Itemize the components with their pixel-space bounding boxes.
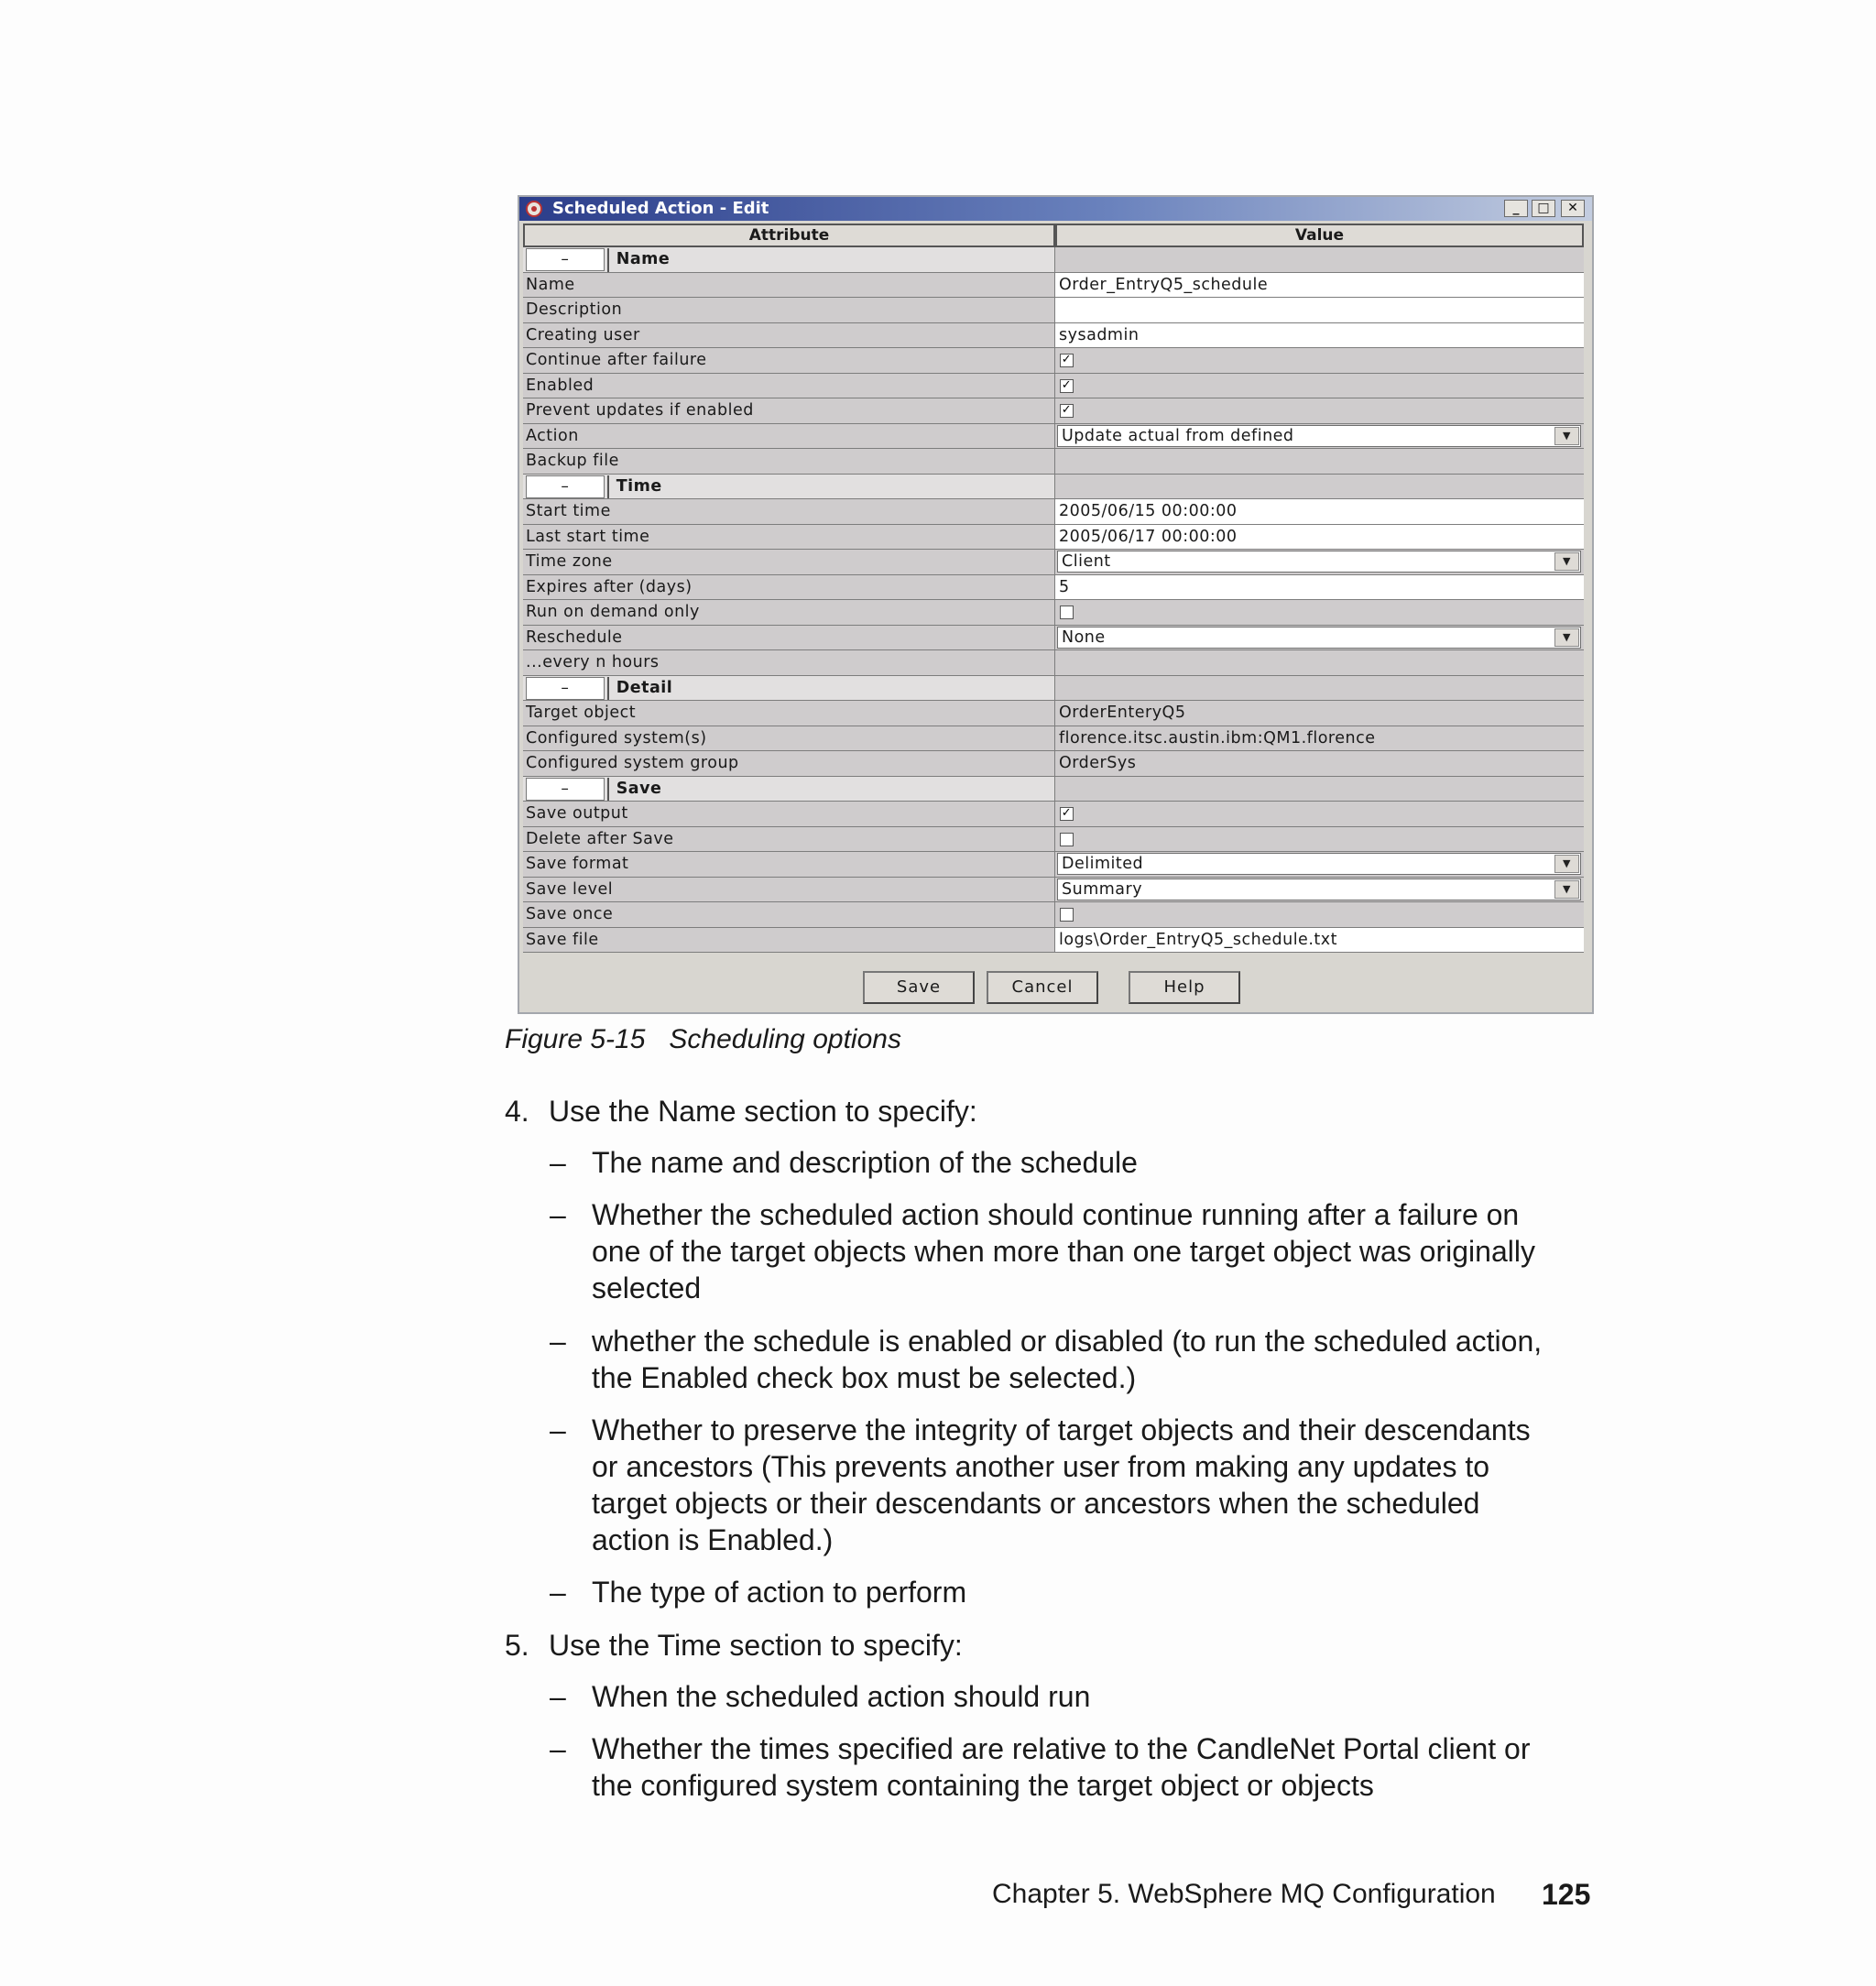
attribute-table bbox=[523, 224, 1584, 953]
bullet-text bbox=[592, 1412, 1627, 1558]
bullet-text bbox=[592, 1144, 1627, 1181]
table-row bbox=[523, 575, 1584, 601]
table-row bbox=[523, 499, 1584, 525]
bullet-line: target objects or their descendants or ancestors when the scheduled bbox=[592, 1487, 1480, 1520]
bullet-line: selected bbox=[592, 1271, 702, 1304]
close-button[interactable]: ✕ bbox=[1561, 200, 1585, 217]
step-number: 4. bbox=[505, 1095, 529, 1128]
bullet-dash: – bbox=[550, 1198, 566, 1231]
section-save bbox=[523, 777, 1584, 802]
bullet-line: When the scheduled action should run bbox=[592, 1680, 1091, 1713]
collapse-time-button[interactable]: – bbox=[526, 475, 605, 498]
expires-after-field[interactable]: 5 bbox=[1055, 575, 1584, 600]
dropdown-value: Update actual from defined bbox=[1062, 426, 1294, 445]
dropdown-value: Client bbox=[1062, 552, 1111, 571]
start-time-field[interactable]: 2005/06/15 00:00:00 bbox=[1055, 499, 1584, 524]
row-label: Expires after (days) bbox=[523, 575, 1055, 600]
save-level-dropdown[interactable] bbox=[1057, 878, 1581, 900]
row-label: Save level bbox=[523, 878, 1055, 902]
save-output-checkbox[interactable]: ✓ bbox=[1061, 806, 1073, 820]
row-label: Enabled bbox=[523, 374, 1055, 398]
row-label: Save once bbox=[523, 902, 1055, 927]
table-row bbox=[523, 902, 1584, 928]
continue-after-failure-checkbox[interactable]: ✓ bbox=[1061, 353, 1073, 366]
time-zone-dropdown[interactable] bbox=[1057, 551, 1581, 573]
bullet-dash: – bbox=[550, 1732, 566, 1765]
table-row bbox=[523, 827, 1584, 853]
table-row bbox=[523, 323, 1584, 349]
row-label: ...every n hours bbox=[523, 650, 1055, 675]
row-label: Save output bbox=[523, 802, 1055, 826]
bullet-line: the Enabled check box must be selected.) bbox=[592, 1361, 1137, 1394]
help-button[interactable]: Help bbox=[1129, 971, 1240, 1004]
bullet-line: or ancestors (This prevents another user from making any updates to bbox=[592, 1450, 1490, 1483]
run-on-demand-checkbox[interactable] bbox=[1060, 606, 1074, 619]
title-bar bbox=[519, 197, 1592, 221]
app-icon bbox=[525, 200, 543, 218]
row-label: Save file bbox=[523, 928, 1055, 953]
figure-number: Figure 5-15 bbox=[505, 1024, 646, 1054]
save-format-dropdown[interactable] bbox=[1057, 853, 1581, 875]
bullet-line: action is Enabled.) bbox=[592, 1523, 834, 1556]
bullet-text bbox=[592, 1196, 1627, 1306]
save-file-field[interactable]: logs\Order_EntryQ5_schedule.txt bbox=[1055, 928, 1584, 953]
bullet-text bbox=[592, 1730, 1627, 1804]
section-time bbox=[523, 475, 1584, 500]
target-object-value: OrderEnteryQ5 bbox=[1055, 701, 1584, 726]
row-label: Action bbox=[523, 424, 1055, 449]
row-label: Delete after Save bbox=[523, 827, 1055, 852]
row-label: Configured system(s) bbox=[523, 726, 1055, 751]
row-label: Run on demand only bbox=[523, 600, 1055, 625]
name-field[interactable]: Order_EntryQ5_schedule bbox=[1055, 273, 1584, 298]
bullet-dash: – bbox=[550, 1146, 566, 1179]
bullet-text bbox=[592, 1678, 1627, 1715]
chevron-down-icon[interactable]: ▼ bbox=[1554, 880, 1579, 899]
section-label: Time bbox=[607, 475, 1054, 499]
bullet-line: Whether the scheduled action should continue running after a failure on bbox=[592, 1198, 1520, 1231]
configured-systems-value: florence.itsc.austin.ibm:QM1.florence bbox=[1055, 726, 1584, 751]
step-item bbox=[505, 1627, 963, 1664]
table-row bbox=[523, 424, 1584, 450]
table-row bbox=[523, 928, 1584, 954]
step-item bbox=[505, 1093, 977, 1129]
collapse-detail-button[interactable]: – bbox=[526, 677, 605, 700]
column-header-value[interactable]: Value bbox=[1055, 224, 1584, 247]
page-number: 125 bbox=[1542, 1878, 1591, 1911]
bullet-line: one of the target objects when more than one target object was originally bbox=[592, 1235, 1535, 1268]
save-button[interactable]: Save bbox=[863, 971, 975, 1004]
bullet-dash: – bbox=[550, 1413, 566, 1446]
minimize-button[interactable]: _ bbox=[1504, 200, 1528, 217]
table-row bbox=[523, 348, 1584, 374]
bullet-line: The name and description of the schedule bbox=[592, 1146, 1138, 1179]
row-label: Description bbox=[523, 298, 1055, 322]
table-row bbox=[523, 374, 1584, 399]
table-row bbox=[523, 525, 1584, 551]
row-label: Last start time bbox=[523, 525, 1055, 550]
description-field[interactable] bbox=[1055, 298, 1584, 322]
table-row bbox=[523, 852, 1584, 878]
section-name bbox=[523, 247, 1584, 273]
bullet-line: Whether the times specified are relative to the CandleNet Portal client or bbox=[592, 1732, 1531, 1765]
row-label: Continue after failure bbox=[523, 348, 1055, 373]
table-header bbox=[523, 224, 1584, 247]
table-row bbox=[523, 626, 1584, 651]
collapse-name-button[interactable]: – bbox=[526, 248, 605, 271]
row-label: Name bbox=[523, 273, 1055, 298]
window-title: Scheduled Action - Edit bbox=[552, 199, 769, 218]
table-row bbox=[523, 449, 1584, 475]
table-row bbox=[523, 600, 1584, 626]
bullet-dash: – bbox=[550, 1325, 566, 1358]
row-label: Time zone bbox=[523, 550, 1055, 574]
table-row bbox=[523, 726, 1584, 752]
table-row bbox=[523, 298, 1584, 323]
bullet-line: Whether to preserve the integrity of target objects and their descendants bbox=[592, 1413, 1531, 1446]
bullet-line: whether the schedule is enabled or disabled (to run the scheduled action, bbox=[592, 1325, 1543, 1358]
column-header-attribute[interactable]: Attribute bbox=[523, 224, 1055, 247]
prevent-updates-checkbox[interactable]: ✓ bbox=[1061, 403, 1073, 417]
row-label: Backup file bbox=[523, 449, 1055, 474]
chevron-down-icon[interactable]: ▼ bbox=[1554, 427, 1579, 445]
enabled-checkbox[interactable]: ✓ bbox=[1061, 377, 1073, 392]
bullet-line: the configured system containing the target object or objects bbox=[592, 1769, 1374, 1802]
action-dropdown[interactable] bbox=[1057, 425, 1581, 447]
chevron-down-icon[interactable]: ▼ bbox=[1554, 855, 1579, 873]
section-detail bbox=[523, 676, 1584, 702]
dropdown-value: None bbox=[1062, 627, 1106, 647]
step-text: Use the Name section to specify: bbox=[549, 1095, 977, 1128]
section-label: Save bbox=[607, 778, 1054, 802]
row-label: Save format bbox=[523, 852, 1055, 877]
bullet-text bbox=[592, 1323, 1627, 1396]
table-row bbox=[523, 550, 1584, 575]
row-label: Configured system group bbox=[523, 751, 1055, 776]
chevron-down-icon[interactable]: ▼ bbox=[1554, 628, 1579, 647]
bullet-dash: – bbox=[550, 1680, 566, 1713]
row-label: Reschedule bbox=[523, 626, 1055, 650]
table-row bbox=[523, 802, 1584, 827]
row-label: Start time bbox=[523, 499, 1055, 524]
figure-title: Scheduling options bbox=[669, 1024, 901, 1054]
footer-chapter: Chapter 5. WebSphere MQ Configuration bbox=[992, 1879, 1496, 1909]
row-label: Creating user bbox=[523, 323, 1055, 348]
bullet-text bbox=[592, 1574, 1627, 1610]
maximize-button[interactable]: □ bbox=[1532, 200, 1555, 217]
step-number: 5. bbox=[505, 1629, 529, 1662]
table-row bbox=[523, 701, 1584, 726]
row-label: Target object bbox=[523, 701, 1055, 726]
step-text: Use the Time section to specify: bbox=[549, 1629, 963, 1662]
creating-user-field[interactable]: sysadmin bbox=[1055, 323, 1584, 348]
table-row bbox=[523, 751, 1584, 777]
bullet-dash: – bbox=[550, 1576, 566, 1609]
save-once-checkbox[interactable] bbox=[1060, 908, 1074, 922]
figure-caption bbox=[505, 1024, 901, 1055]
every-n-hours-field[interactable] bbox=[1055, 650, 1584, 675]
reschedule-dropdown[interactable] bbox=[1057, 627, 1581, 649]
bullet-line: The type of action to perform bbox=[592, 1576, 967, 1609]
delete-after-save-checkbox[interactable] bbox=[1060, 833, 1074, 846]
button-bar bbox=[519, 971, 1592, 1008]
row-label: Prevent updates if enabled bbox=[523, 398, 1055, 423]
dropdown-value: Summary bbox=[1062, 879, 1143, 899]
collapse-save-button[interactable]: – bbox=[526, 778, 605, 801]
scheduled-action-dialog bbox=[518, 195, 1594, 1014]
table-row bbox=[523, 878, 1584, 903]
table-row bbox=[523, 398, 1584, 424]
backup-file-field[interactable] bbox=[1055, 449, 1584, 474]
cancel-button[interactable]: Cancel bbox=[987, 971, 1098, 1004]
last-start-time-field[interactable]: 2005/06/17 00:00:00 bbox=[1055, 525, 1584, 550]
configured-group-value: OrderSys bbox=[1055, 751, 1584, 776]
dropdown-value: Delimited bbox=[1062, 855, 1144, 873]
section-label: Detail bbox=[607, 677, 1054, 701]
chevron-down-icon[interactable]: ▼ bbox=[1554, 552, 1579, 571]
table-row bbox=[523, 273, 1584, 299]
section-label: Name bbox=[607, 248, 1054, 272]
table-row bbox=[523, 650, 1584, 676]
